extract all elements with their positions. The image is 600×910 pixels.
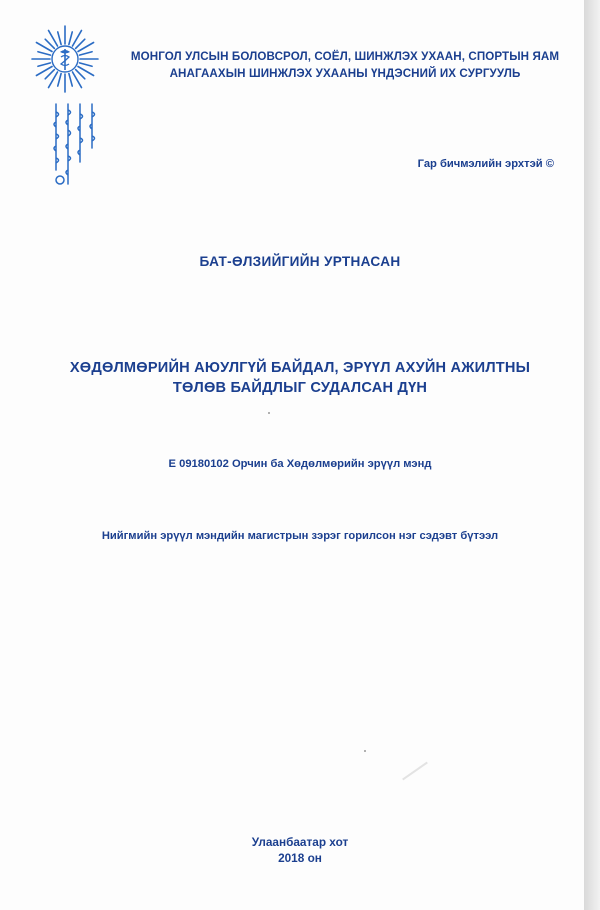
ministry-header <box>110 48 580 82</box>
mongolian-script-seal <box>48 100 98 190</box>
university-emblem-icon <box>30 24 100 94</box>
emblem-ray <box>79 52 92 55</box>
author-name: БАТ-ӨЛЗИЙГИЙН УРТНАСАН <box>199 254 401 269</box>
emblem-ray <box>76 39 85 48</box>
emblem-ray <box>38 52 51 55</box>
ministry-line-1: МОНГОЛ УЛСЫН БОЛОВСРОЛ, СОЁЛ, ШИНЖЛЭХ УХААН, СПОРТЫН ЯАМ <box>130 50 560 63</box>
paper-speck <box>268 412 270 414</box>
city-name: Улаанбаатар хот <box>251 835 349 849</box>
emblem-ray <box>79 63 92 66</box>
emblem-ray <box>69 73 72 86</box>
emblem-ray <box>69 32 72 45</box>
scan-edge <box>584 0 600 910</box>
paper-scratch <box>402 762 428 781</box>
paper-speck <box>364 750 366 752</box>
ministry-line-2: АНАГААХЫН ШИНЖЛЭХ УХААНЫ ҮНДЭСНИЙ ИХ СУРГУУЛЬ <box>169 67 521 80</box>
specialty-code: E 09180102 Орчин ба Хөдөлмөрийн эрүүл мэнд <box>168 458 432 470</box>
place-and-year <box>0 834 600 866</box>
copyright-notice: Гар бичмэлийн эрхтэй © <box>417 158 554 170</box>
emblem-ray <box>45 70 54 79</box>
emblem-ray <box>38 63 51 66</box>
emblem-ray <box>76 70 85 79</box>
emblem-ray <box>58 32 61 45</box>
degree-statement: Нийгмийн эрүүл мэндийн магистрын зэрэг горилсон нэг сэдэвт бүтээл <box>101 530 499 542</box>
thesis-title-line-2: ТӨЛӨВ БАЙДЛЫГ СУДАЛСАН ДҮН <box>172 380 428 396</box>
thesis-title <box>40 358 560 398</box>
emblem-ray <box>45 39 54 48</box>
thesis-title-line-1: ХӨДӨЛМӨРИЙН АЮУЛГҮЙ БАЙДАЛ, ЭРҮҮЛ АХУЙН АЖИЛТНЫ <box>69 360 531 376</box>
emblem-ray <box>58 73 61 86</box>
year: 2018 он <box>278 851 322 865</box>
